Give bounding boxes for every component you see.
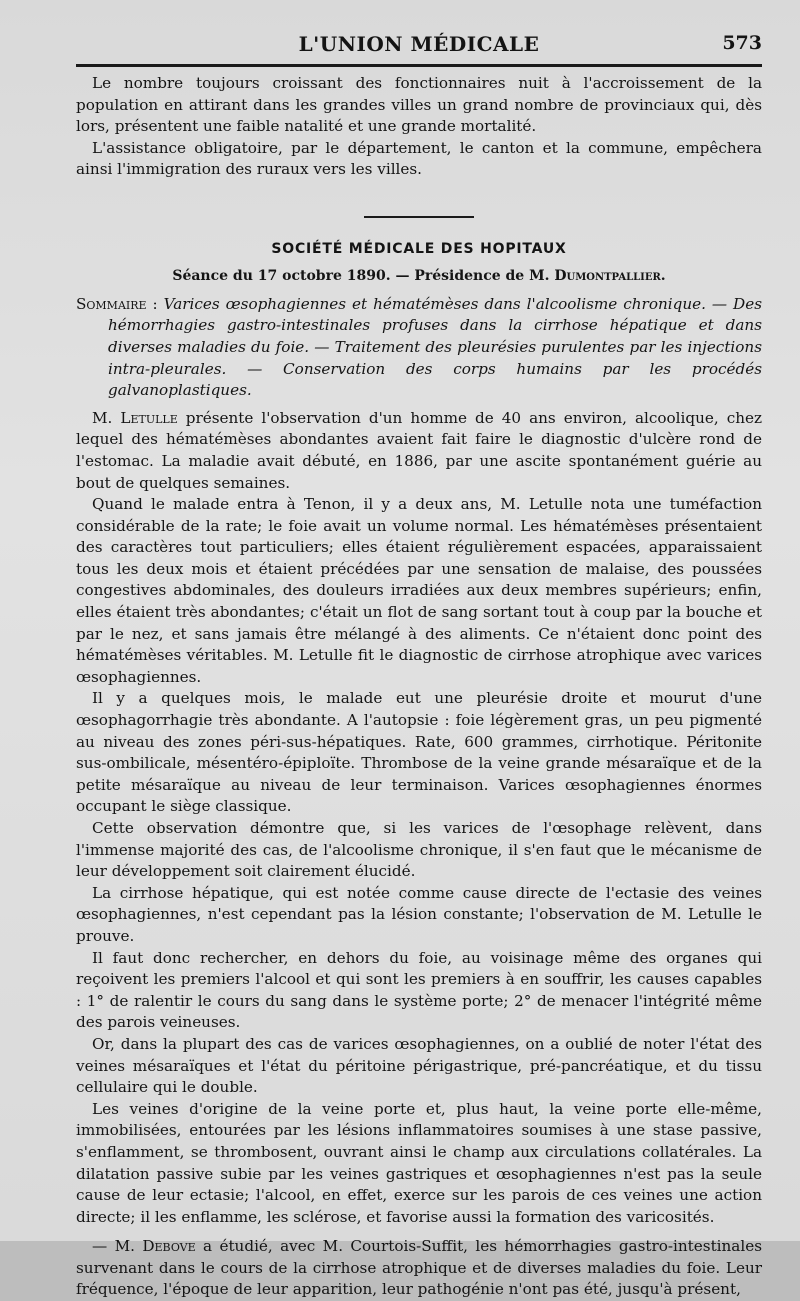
article-text bbox=[76, 73, 762, 1301]
intro-paragraph-2: L'assistance obligatoire, par le département, le canton et la commune, empêchera ainsi l'immigration des ruraux vers les villes. bbox=[76, 138, 762, 179]
section-title: SOCIÉTÉ MÉDICALE DES HOPITAUX bbox=[271, 240, 567, 257]
body-paragraph-7: Or, dans la plupart des cas de varices œsophagiennes, on a oublié de noter l'état des veines mésaraïques et l'état du péritoine périgastrique, pré-pancréatique, et du tissu cellulaire qui le double. bbox=[76, 1034, 762, 1097]
body-paragraph-1: M. Letulle présente l'observation d'un homme de 40 ans environ, alcoolique, chez lequel des hématémèses abondantes avaient fait faire le diagnostic d'ulcère rond de l'estomac. La maladie avait débuté, en 1886, par une ascite spontanément guérie au bout de quelques semaines. bbox=[76, 408, 762, 492]
body-paragraph-3: Il y a quelques mois, le malade eut une pleurésie droite et mourut d'une œsophagorrhagie très abondante. A l'autopsie : foie légèrement gras, un peu pigmenté au niveau des zones péri-sus-hépatiques. Rate, 600 grammes, cirrhotique. Péritonite sus-ombilicale, mésentéro-épiploïte. Thrombose de la veine grande mésaraïque et de la petite mésaraïque au niveau de leur terminaison. Varices œsophagiennes énormes occupant le siège classique. bbox=[76, 689, 762, 816]
separator-rule bbox=[364, 216, 474, 218]
sommaire bbox=[76, 294, 762, 402]
body-paragraph-5: La cirrhose hépatique, qui est notée comme cause directe de l'ectasie des veines œsophagiennes, n'est cependant pas la lésion constante; l'observation de M. Letulle le prouve. bbox=[76, 883, 762, 945]
section-separator bbox=[76, 203, 762, 225]
body-paragraph-2: Quand le malade entra à Tenon, il y a deux ans, M. Letulle nota une tuméfaction considérable de la rate; le foie avait un volume normal. Les hématémèses présentaient des caractères tout particuliers; elles étaient régulièrement espacées, apparaissaient tous les deux mois et étaient précédées par une sensation de malaise, des poussées congestives abdominales, des douleurs irradiées aux deux membres supérieurs; enfin, elles étaient très abondantes; c'était un flot de sang sortant tout à coup par la bouche et par le nez, et sans jamais être mélangé à des aliments. Ce n'étaient donc point des hématémèses véritables. M. Letulle fit le diagnostic de cirrhose atrophique avec varices œsophagiennes. bbox=[76, 495, 762, 686]
seance-text: Séance du 17 octobre 1890. — Présidence de M. bbox=[172, 268, 550, 285]
running-head bbox=[76, 30, 762, 67]
body-paragraph-4: Cette observation démontre que, si les varices de l'œsophage relèvent, dans l'immense majorité des cas, de l'alcoolisme chronique, il s'en faut que le mécanisme de leur développement soit clairement élucidé. bbox=[76, 819, 762, 881]
intro-paragraph-1: Le nombre toujours croissant des fonctionnaires nuit à l'accroissement de la population en attirant dans les grandes villes un grand nombre de provinciaux qui, dès lors, présentent une faible natalité et une grande mortalité. bbox=[76, 74, 762, 136]
page-number: 573 bbox=[722, 32, 762, 54]
body-paragraph-6: Il faut donc rechercher, en dehors du foie, au voisinage même des organes qui reçoivent les premiers l'alcool et qui sont les premiers à en souffrir, les causes capables : 1° de ralentir le cours du sang dans le système porte; 2° de menacer l'intégrité même des parois veineuses. bbox=[76, 948, 762, 1032]
sommaire-label: Sommaire : bbox=[76, 294, 158, 313]
journal-title: L'UNION MÉDICALE bbox=[298, 32, 540, 56]
body-paragraph-8: Les veines d'origine de la veine porte et, plus haut, la veine porte elle-même, immobilisées, entourées par les lésions inflammatoires soumises à une stase passive, s'enflamment, se thrombosent, ouvrant ainsi le champ aux circulations collatérales. La dilatation passive subie par les veines gastriques et œsophagiennes n'est pas la seule cause de leur ectasie; l'alcool, en effet, exerce sur les parois de ces veines une action directe; il les enflamme, les sclérose, et favorise aussi la formation des varicosités. bbox=[76, 1099, 762, 1226]
speaker-letulle: M. Letulle bbox=[92, 408, 178, 427]
seance-line bbox=[76, 266, 762, 288]
sommaire-text: Varices œsophagiennes et hématémèses dans l'alcoolisme chronique. — Des hémorrhagies gastro-intestinales profuses dans la cirrhose hépatique et dans diverses maladies du foie. — Traitement des pleurésies purulentes par les injections intra-pleurales. — Conservation des corps humains par les procédés galvanoplastiques. bbox=[108, 294, 763, 400]
body-paragraph-9: — M. Debove a étudié, avec M. Courtois-Suffit, les hémorrhagies gastro-intestinales survenant dans le cours de la cirrhose atrophique et de diverses maladies du foie. Leur fréquence, l'époque de leur apparition, leur pathogénie n'ont pas été, jusqu'à présent, bbox=[76, 1237, 763, 1299]
speaker-debove: — M. Debove bbox=[92, 1237, 196, 1256]
president-name: Dumontpallier. bbox=[554, 268, 666, 285]
